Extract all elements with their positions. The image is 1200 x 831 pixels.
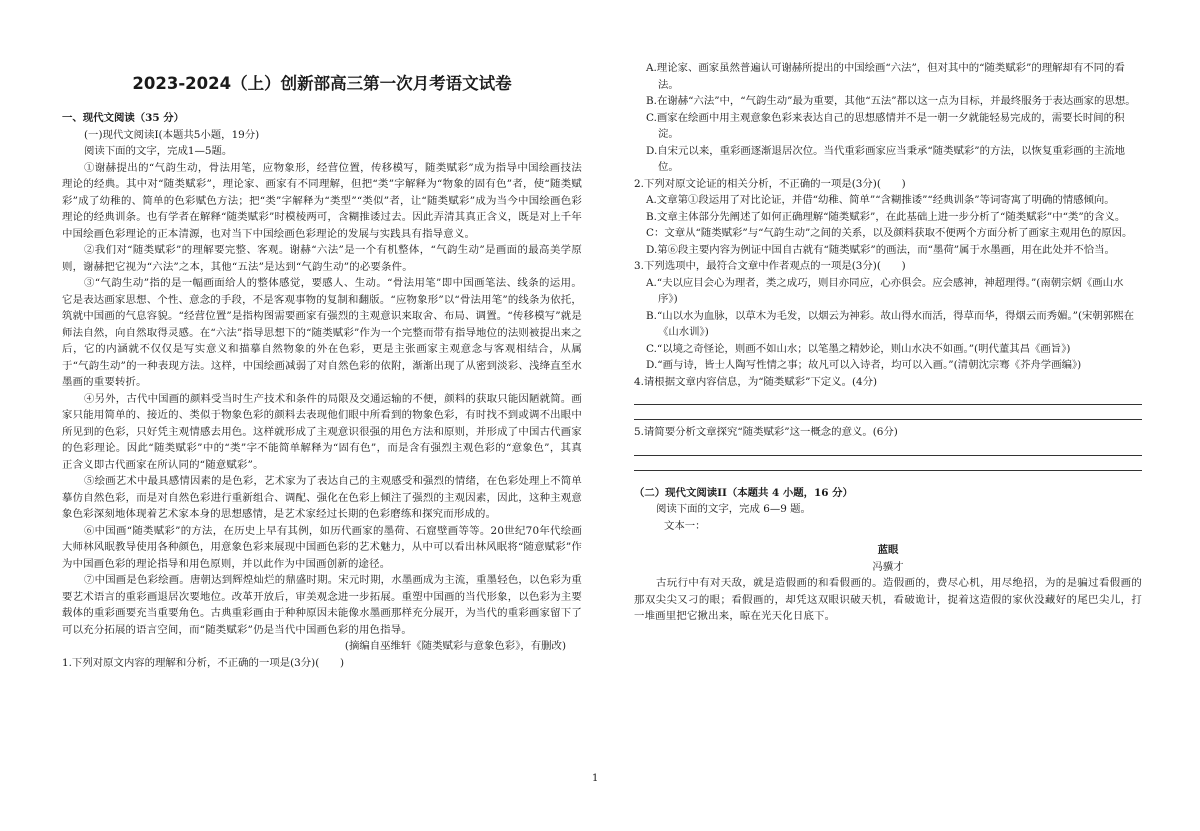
- story-paragraph: 古玩行中有对天敌，就是造假画的和看假画的。造假画的，费尽心机，用尽绝招，为的是骗过看假画的那双尖尖又刁的眼；看假画的，却凭这双眼识破天机，看破诡计，捉着这造假的家伙没藏好的尾巴尖儿，打一堆画里把它揪出来，晾在光天化日底下。: [634, 577, 1142, 622]
- q2-option-d: D.第⑥段主要内容为例证中国自古就有“随类赋彩”的画法，而“墨荷”属于水墨画，用在此处并不恰当。: [646, 243, 1115, 256]
- paragraph-7: ⑦中国画是色彩绘画。唐朝达到辉煌灿烂的鼎盛时期。宋元时期，水墨画成为主流，重墨轻色，以色彩为重要艺术语言的重彩画退居次要地位。改革开放后，审美观念进一步拓展。重塑中国画的当代形象，以色彩为主要载体的重彩画要充当重要角色。古典重彩画由于种种原因未能像水墨画那样充分展开，为当代的重彩画家留下了可以充分拓展的语言空间，而“随类赋彩”仍是当代中国画色彩的用色指导。: [62, 574, 582, 636]
- q3-option-d: D.“画与诗，皆士人陶写性情之事；故凡可以入诗者，均可以入画。”(清朝沈宗骞《芥舟学画编》): [646, 359, 1082, 371]
- paragraph-4: ④另外，古代中国画的颜料受当时生产技术和条件的局限及交通运输的不便，颜料的获取只能因陋就简。画家只能用简单的、接近的、类似于物象色彩的颜料去表现他们眼中所看到的物象色彩，有时找不到或调不出眼中所见到的色彩，只好凭主观情感去用色。这样就形成了主观意识很强的用色方法和原则，并形成了中国古代画家的色彩理论。因此“随类赋彩”中的“类”字不能简单解释为“固有色”，而是含有强烈主观色彩的“意象色”，其真正含义即古代画家在所认同的“随意赋彩”。: [62, 392, 582, 471]
- q3-option-b: B.“山以水为血脉，以草木为毛发，以烟云为神彩。故山得水而活，得草而华，得烟云而秀媚。”(宋朝郭熙在《山水训》): [646, 309, 1134, 338]
- exam-title: 2023-2024（上）创新部高三第一次月考语文试卷: [132, 74, 512, 93]
- q1-option-d: D.自宋元以来，重彩画逐渐退居次位。当代重彩画家应当秉承“随类赋彩”的方法，以恢复重彩画的主流地位。: [646, 144, 1126, 173]
- paragraph-1: ①谢赫提出的“气韵生动，骨法用笔，应物象形，经营位置，传移模写，随类赋彩”成为指导中国绘画技法理论的经典。其中对“随类赋彩”，理论家、画家有不同理解，但把“类”字解释为“物象的固有色”者，使“随类赋彩”成了幼稚的、简单的色彩赋色方法；把“类”字解释为“类型”“类似”者，让“随类赋彩”成为当今中国绘画色彩理论的经典训条。也有学者在解释“随类赋彩”时模棱两可，含糊推诿过去。因此弄清其真正含义，既是对上千年中国绘画色彩理论的正本清源，也对当下中国绘画色彩理论的发展与实践具有指导意义。: [62, 161, 582, 240]
- right-column: [634, 60, 1142, 625]
- paragraph-2: ②我们对“随类赋彩”的理解要完整、客观。谢赫“六法”是一个有机整体，“气韵生动”是画面的最高美学原则，谢赫把它视为“六法”之本，其他“五法”是达到“气韵生动”的必要条件。: [62, 244, 582, 273]
- q1-option-b: B.在谢赫“六法”中，“气韵生动”最为重要，其他“五法”都以这一点为目标，并最终服务于表达画家的思想。: [646, 95, 1136, 107]
- question-1: 1.下列对原文内容的理解和分析，不正确的一项是(3分)( ): [62, 656, 345, 669]
- question-4: 4.请根据文章内容信息，为“随类赋彩”下定义。(4分): [634, 375, 878, 388]
- question-2: 2.下列对原文论证的相关分析，不正确的一项是(3分)( ): [634, 177, 906, 190]
- text-one-label: 文本一：: [664, 519, 706, 532]
- q3-option-a: A.“夫以应目会心为理者，类之成巧，则目亦同应，心亦俱会。应会感神，神超理得。”(南朝宗炳《画山水序》): [646, 276, 1124, 305]
- page-number: 1: [592, 773, 599, 784]
- story-title: 蓝眼: [877, 544, 899, 556]
- q1-option-a: A.理论家、画家虽然普遍认可谢赫所提出的中国绘画“六法”，但对其中的“随类赋彩”的理解却有不同的看法。: [646, 62, 1125, 91]
- section1-subheading: (一)现代文阅读I(本题共5小题，19分): [84, 128, 260, 141]
- story-author: 冯骥才: [872, 560, 904, 573]
- section2-heading: （二）现代文阅读II（本题共 4 小题，16 分）: [634, 486, 853, 499]
- section1-instruction: 阅读下面的文字，完成1—5题。: [84, 145, 233, 157]
- answer-line: [634, 405, 1142, 420]
- answer-line: [634, 441, 1142, 456]
- paragraph-6: ⑥中国画“随类赋彩”的方法，在历史上早有其例，如历代画家的墨荷、石窟壁画等等。20世纪70年代绘画大师林风眠教导使用各种颜色，用意象色彩来展现中国画色彩的艺术魅力，从中可以看出林风眠将“随意赋彩”作为中国画色彩的理论指导和用色原则，并以此作为中国画创新的途径。: [62, 524, 582, 570]
- q3-option-c: C.“以境之奇怪论，则画不如山水；以笔墨之精妙论，则山水决不如画。”(明代董其昌《画旨》): [646, 342, 1071, 355]
- article-source: (摘编自巫维轩《随类赋彩与意象色彩》，有删改): [344, 640, 566, 652]
- q2-option-b: B.文章主体部分先阐述了如何正确理解“随类赋彩”，在此基础上进一步分析了“随类赋彩”中“类”的含义。: [646, 210, 1126, 223]
- paragraph-5: ⑤绘画艺术中最具感情因素的是色彩，艺术家为了表达自己的主观感受和强烈的情绪，在色彩处理上不简单摹仿自然色彩，而是对自然色彩进行重新组合、调配、强化在色彩上倾注了强烈的主观因素，因此，这种主观意象色彩深刻地体现着艺术家本身的思想感情，是艺术家经过长期的色彩磨练和探究而形成的。: [62, 475, 582, 520]
- section2-instruction: 阅读下面的文字，完成 6—9 题。: [656, 503, 811, 515]
- section1-heading: 一、现代文阅读（35 分）: [62, 112, 184, 124]
- question-5: 5.请简要分析文章探究“随类赋彩”这一概念的意义。(6分): [634, 426, 898, 438]
- answer-line: [634, 390, 1142, 405]
- paragraph-3: ③“气韵生动”指的是一幅画面给人的整体感觉，要感人、生动。“骨法用笔”即中国画笔法、线条的运用。它是表达画家思想、个性、意念的手段，不是客观事物的复制和翻版。“应物象形”以“骨法用笔”的线条为依托，筑就中国画的气息容貌。“经营位置”是指构图需要画家有强烈的主观意识来取舍、布局、调置。“传移模写”就是师法自然，向自然取得灵感。在“六法”指导思想下的“随类赋彩”作为一个完整而带有指导地位的法则被提出来之后，它的内涵就不仅仅是写实意义和描摹自然物象的外在色彩，更是主张画家主观意念与客观相结合，从属于“气韵生动”的一种表现方法。这样，中国绘画减弱了对自然色彩的依附，渐渐出现了从密到淡彩、浅绛直至水墨画的重要转折。: [62, 277, 582, 388]
- answer-line: [634, 456, 1142, 471]
- q2-option-a: A.文章第①段运用了对比论证，并借“幼稚、简单”“含糊推诿”“经典训条”等词寄寓了明确的情感倾向。: [646, 194, 1115, 206]
- q2-option-c: C：文章从“随类赋彩”与“气韵生动”之间的关系，以及颜料获取不便两个方面分析了画家主观用色的原因。: [646, 227, 1133, 239]
- q1-option-c: C.画家在绘画中用主观意象色彩来表达自己的思想感情并不是一朝一夕就能轻易完成的，需要长时间的积淀。: [646, 111, 1125, 140]
- left-column: [62, 100, 582, 671]
- question-3: 3.下列选项中，最符合文章中作者观点的一项是(3分)( ): [634, 260, 906, 272]
